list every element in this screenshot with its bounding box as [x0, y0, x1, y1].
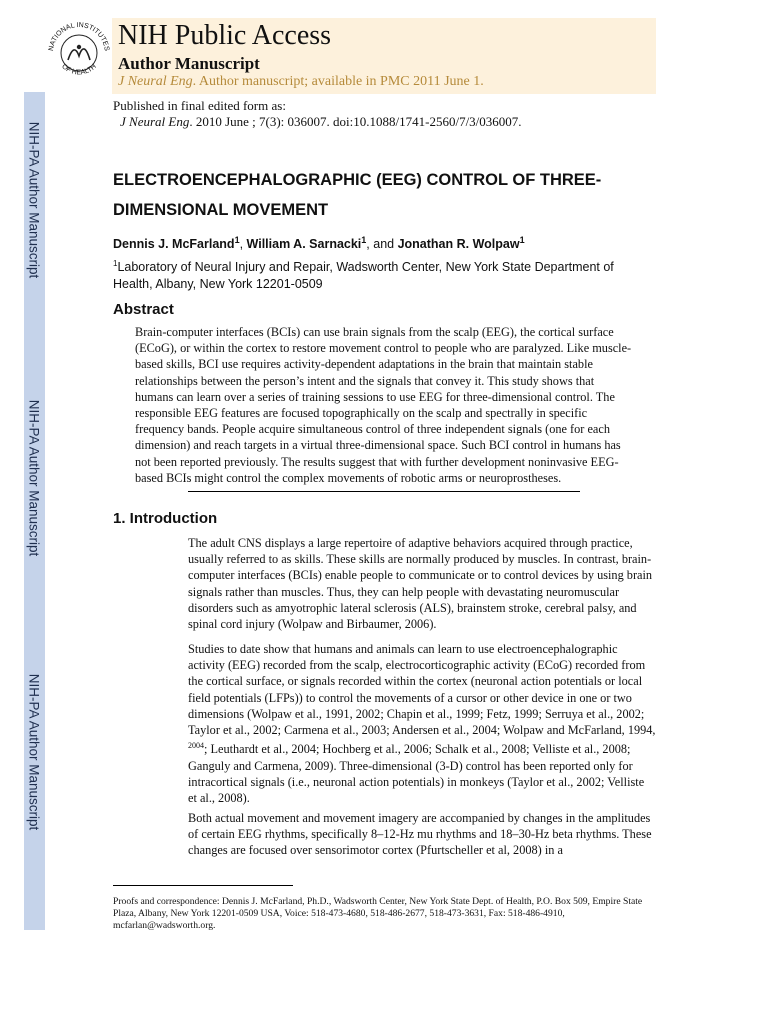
citation-text: . 2010 June ; 7(3): 036007. doi:10.1088/1741-2560/7/3/036007. — [189, 114, 522, 129]
introduction-paragraph-2 — [188, 641, 656, 806]
affiliation-text: Laboratory of Neural Injury and Repair, Wadsworth Center, New York State Department of Health, Albany, New York 12201-0509 — [113, 260, 614, 292]
paragraph-2-text-b: ; Leuthardt et al., 2004; Hochberg et al., 2006; Schalk et al., 2008; Velliste et al., 2008; Ganguly and Carmena, 2009). Three-dimensional (3-D) control has been reported only for intracortical signals (i.e., neuronal action potentials) in monkeys (Taylor et al., 2002; Velliste et al., 2008). — [188, 742, 645, 805]
sidebar-label-middle: NIH-PA Author Manuscript — [26, 399, 42, 557]
introduction-heading: 1. Introduction — [113, 510, 218, 527]
availability-journal: J Neural Eng — [118, 74, 193, 89]
availability-line — [118, 74, 484, 90]
paragraph-2-superscript: 2004 — [188, 741, 204, 751]
abstract-text: Brain-computer interfaces (BCIs) can use brain signals from the scalp (EEG), the cortical surface (ECoG), or within the cortex to restore movement control to people who are paralyzed. Like muscle-based skills, BCI use requires activity-dependent adaptations in the brain that maintain stable relationships between the person’s intent and the signals that convey it. This study shows that humans can learn over a series of training sessions to use EEG for three-dimensional control. The responsible EEG features are focused topographically on the scalp and spectrally in specific frequency bands. People acquire simultaneous control of three independent signals (one for each dimension) and reach targets in a virtual three-dimensional space. Such BCI control in humans has not been reported previously. The results suggest that with further development noninvasive EEG-based BCIs might control the complex movements of robotic arms or neuroprostheses. — [135, 325, 632, 485]
introduction-paragraph-3: Both actual movement and movement imagery are accompanied by changes in the amplitudes of certain EEG rhythms, specifically 8–12-Hz mu rhythms and 18–30-Hz beta rhythms. These changes are focused over sensorimotor cortex (Pfurtscheller et al, 2008) in a — [188, 811, 652, 858]
sidebar-label-top: NIH-PA Author Manuscript — [26, 121, 42, 279]
introduction-paragraph-1: The adult CNS displays a large repertoire of adaptive behaviors acquired through practice, usually referred to as skills. These skills are normally produced by muscles. In contrast, brain-computer interfaces (BCIs) enable people to communicate or to control devices by using brain signals rather than muscles. Thus, they can help people with devastating neuromuscular disorders such as amyotrophic lateral sclerosis (ALS), brainstem stroke, cerebral palsy, and spinal cord injury (Wolpaw and Birbaumer, 2006). — [188, 536, 653, 632]
affiliation — [113, 255, 653, 293]
paragraph-2-text-a: Studies to date show that humans and animals can learn to use electroencephalographic activity (EEG) recorded from the scalp, electrocorticographic activity (ECoG) recorded from the cortical surface, or signals recorded within the cortex (neuronal action potentials or local field potentials (LFPs)) to control the movements of a cursor or other device in one or two dimensions (Wolpaw et al., 1991, 2002; Chapin et al., 1999; Fetz, 1999; Serruya et al., 2002; Taylor et al., 2002; Carmena et al., 2003; Andersen et al., 2004; Wolpaw and McFarland, 1994, — [188, 642, 656, 738]
article-title: ELECTROENCEPHALOGRAPHIC (EEG) CONTROL OF THREE-DIMENSIONAL MOVEMENT — [113, 171, 602, 219]
author-name: William A. Sarnacki — [246, 237, 362, 252]
availability-text: . Author manuscript; available in PMC 2011 June 1. — [192, 74, 484, 89]
header-subtitle: Author Manuscript — [118, 54, 260, 73]
published-citation — [120, 114, 522, 130]
svg-text:NATIONAL INSTITUTES: NATIONAL INSTITUTES — [48, 21, 110, 52]
footnote-divider — [113, 885, 293, 886]
author-separator: , — [239, 237, 247, 252]
correspondence-footnote: Proofs and correspondence: Dennis J. McFarland, Ph.D., Wadsworth Center, New York State Dept. of Health, P.O. Box 509, Empire State Plaza, Albany, New York 12201-0509 USA, Voice: 518-473-4680, 518-486-2677, 518-473-3631, Fax: 518-486-4910, mcfarlan@wadsworth.org. — [113, 896, 643, 931]
author-list — [113, 235, 525, 251]
author-and: , and — [366, 237, 398, 252]
sidebar-label-bottom: NIH-PA Author Manuscript — [26, 673, 42, 831]
abstract-heading: Abstract — [113, 301, 174, 318]
header-title: NIH Public Access — [118, 20, 332, 51]
author-name: Dennis J. McFarland — [113, 237, 235, 252]
author-affil-mark: 1 — [361, 235, 367, 245]
author-affil-mark: 1 — [234, 235, 240, 245]
citation-journal: J Neural Eng — [120, 114, 190, 129]
author-name: Jonathan R. Wolpaw — [397, 237, 520, 252]
abstract-divider — [188, 491, 580, 492]
author-affil-mark: 1 — [519, 235, 525, 245]
published-label: Published in final edited form as: — [113, 98, 286, 113]
nih-seal-logo-icon — [44, 16, 114, 86]
affiliation-mark: 1 — [113, 259, 118, 268]
svg-text:OF HEALTH: OF HEALTH — [60, 63, 98, 77]
